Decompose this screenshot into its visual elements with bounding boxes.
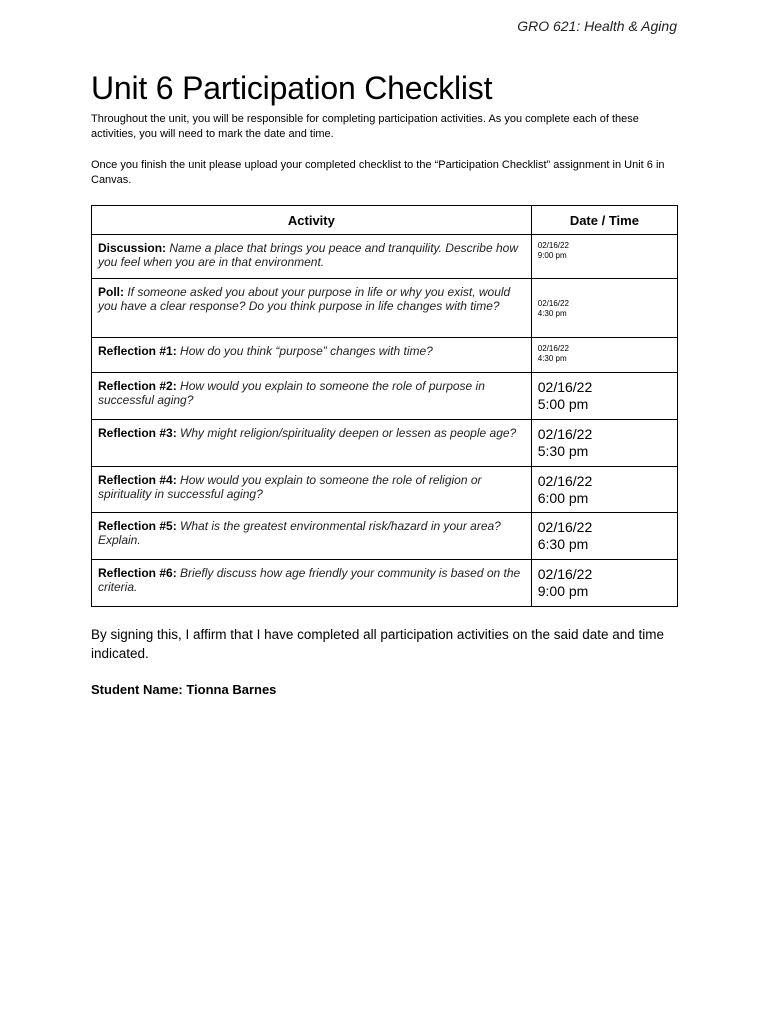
page-title: Unit 6 Participation Checklist: [91, 70, 493, 106]
activity-cell: [92, 373, 532, 420]
table-row: [92, 235, 678, 279]
entry-date: 02/16/22: [537, 473, 593, 489]
activity-question: Briefly discuss how age friendly your community is based on the criteria.: [98, 566, 521, 594]
activity-label: Reflection #4:: [98, 473, 177, 487]
activity-column-header: Activity: [92, 206, 532, 235]
entry-date: 02/16/22: [537, 379, 593, 395]
activity-label: Reflection #6:: [98, 566, 177, 580]
table-row: [92, 279, 678, 338]
table-row: [92, 420, 678, 467]
course-header: GRO 621: Health & Aging: [517, 18, 677, 34]
date-time-cell[interactable]: [531, 513, 677, 560]
activity-question: If someone asked you about your purpose in life or why you exist, would you have a clear response? Do you think purpose in life changes with time?: [98, 285, 511, 313]
activity-cell: [92, 467, 532, 513]
date-time-cell[interactable]: [531, 279, 677, 338]
entry-date: 02/16/22: [537, 426, 593, 442]
entry-time: 4:30 pm: [537, 309, 567, 318]
activity-label: Reflection #3:: [98, 426, 177, 440]
checklist-body: [92, 235, 678, 607]
activity-label: Reflection #2:: [98, 379, 177, 393]
entry-time: 6:00 pm: [537, 490, 589, 506]
date-time-cell[interactable]: [531, 560, 677, 607]
date-time-cell[interactable]: [531, 420, 677, 467]
date-time-cell[interactable]: [531, 338, 677, 373]
entry-date: 02/16/22: [537, 241, 569, 250]
table-row: [92, 373, 678, 420]
table-row: [92, 513, 678, 560]
table-row: [92, 467, 678, 513]
participation-checklist-table: [91, 205, 678, 607]
activity-cell: [92, 235, 532, 279]
activity-question: How would you explain to someone the role of religion or spirituality in successful aging?: [98, 473, 482, 501]
activity-question: How do you think “purpose” changes with time?: [180, 344, 433, 358]
activity-cell: [92, 338, 532, 373]
intro-paragraph-1: Throughout the unit, you will be responsible for completing participation activities. As you complete each of these activities, you will need to mark the date and time.: [91, 113, 639, 140]
activity-question: Why might religion/spirituality deepen or lessen as people age?: [180, 426, 517, 440]
activity-cell: [92, 279, 532, 338]
entry-date: 02/16/22: [537, 566, 593, 582]
date-time-cell[interactable]: [531, 373, 677, 420]
activity-label: Reflection #1:: [98, 344, 177, 358]
entry-date: 02/16/22: [537, 299, 569, 308]
table-header-row: [92, 206, 678, 235]
entry-date: 02/16/22: [537, 344, 569, 353]
entry-time: 5:30 pm: [537, 443, 589, 459]
entry-time: 5:00 pm: [537, 396, 589, 412]
activity-question: Name a place that brings you peace and tranquility. Describe how you feel when you are in that environment.: [98, 241, 518, 269]
entry-time: 9:00 pm: [537, 251, 567, 260]
entry-time: 6:30 pm: [537, 536, 589, 552]
activity-cell: [92, 420, 532, 467]
activity-label: Poll:: [98, 285, 124, 299]
date-time-column-header: Date / Time: [531, 206, 677, 235]
activity-label: Discussion:: [98, 241, 167, 255]
activity-label: Reflection #5:: [98, 519, 177, 533]
date-time-cell[interactable]: [531, 235, 677, 279]
entry-date: 02/16/22: [537, 519, 593, 535]
entry-time: 9:00 pm: [537, 583, 589, 599]
affirmation-statement: By signing this, I affirm that I have completed all participation activities on the said date and time indicated.: [91, 627, 665, 661]
activity-cell: [92, 560, 532, 607]
entry-time: 4:30 pm: [537, 354, 567, 363]
activity-question: How would you explain to someone the role of purpose in successful aging?: [98, 379, 485, 407]
table-row: [92, 560, 678, 607]
student-name: Student Name: Tionna Barnes: [91, 682, 277, 697]
activity-cell: [92, 513, 532, 560]
date-time-cell[interactable]: [531, 467, 677, 513]
intro-paragraph-2: Once you finish the unit please upload your completed checklist to the “Participation Checklist” assignment in Unit 6 in Canvas.: [91, 159, 665, 186]
table-row: [92, 338, 678, 373]
activity-question: What is the greatest environmental risk/hazard in your area? Explain.: [98, 519, 501, 547]
